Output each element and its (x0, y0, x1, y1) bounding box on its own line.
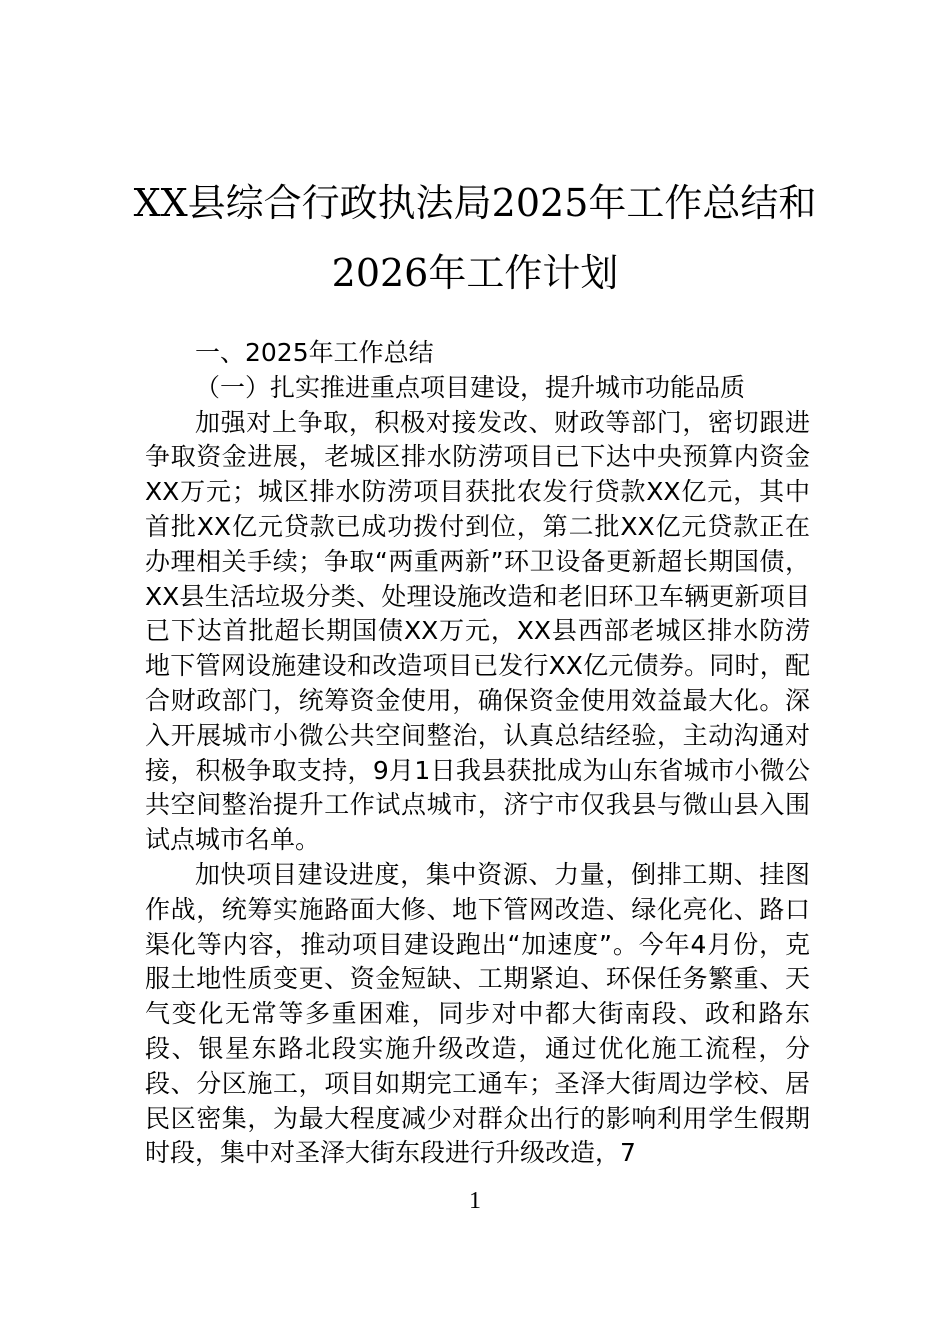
document-body (145, 336, 810, 1171)
document-title-line-1: XX县综合行政执法局2025年工作总结和 (133, 181, 817, 225)
section-heading: 一、2025年工作总结 (195, 338, 434, 367)
paragraph-construction: 加快项目建设进度，集中资源、力量，倒排工期、挂图作战，统筹实施路面大修、地下管网改造、绿化亮化、路口渠化等内容，推动项目建设跑出“加速度”。今年4月份，克服土地性质变更、资金短缺、工期紧迫、环保任务繁重、天气变化无常等多重困难，同步对中都大街南段、政和路东段、银星东路北段实施升级改造，通过优化施工流程，分段、分区施工，项目如期完工通车；圣泽大街周边学校、居民区密集，为最大程度减少对群众出行的影响利用学生假期时段，集中对圣泽大街东段进行升级改造，7 (145, 859, 810, 1168)
subsection-heading: （一）扎实推进重点项目建设，提升城市功能品质 (195, 372, 746, 402)
paragraph-funding: 加强对上争取，积极对接发改、财政等部门，密切跟进争取资金进展，老城区排水防涝项目已下达中央预算内资金XX万元；城区排水防涝项目获批农发行贷款XX亿元，其中首批XX亿元贷款已成功拨付到位，第二批XX亿元贷款正在办理相关手续；争取“两重两新”环卫设备更新超长期国债，XX县生活垃圾分类、处理设施改造和老旧环卫车辆更新项目已下达首批超长期国债XX万元，XX县西部老城区排水防涝地下管网设施建设和改造项目已发行XX亿元债券。同时，配合财政部门，统筹资金使用，确保资金使用效益最大化。深入开展城市小微公共空间整治，认真总结经验，主动沟通对接，积极争取支持，9月1日我县获批成为山东省城市小微公共空间整治提升工作试点城市，济宁市仅我县与微山县入围试点城市名单。 (145, 407, 810, 855)
page-number: 1 (469, 1188, 481, 1214)
document-title-line-2: 2026年工作计划 (331, 251, 619, 295)
